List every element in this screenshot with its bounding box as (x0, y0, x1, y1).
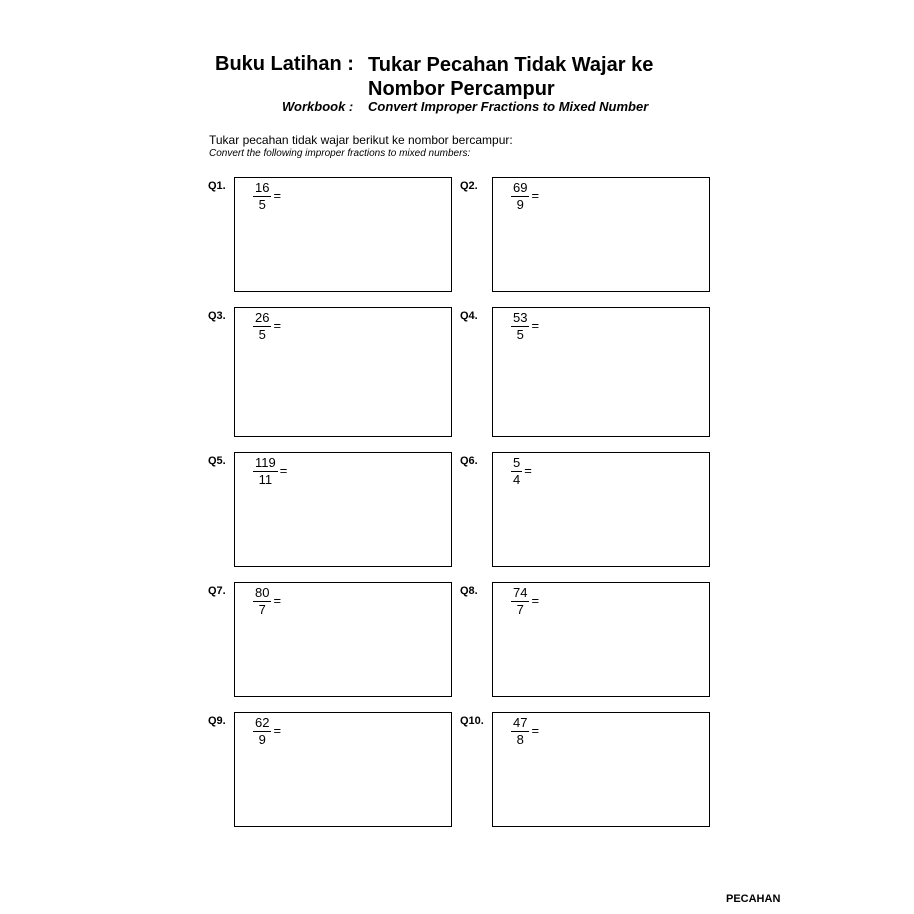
instruction-english: Convert the following improper fractions to mixed numbers: (209, 148, 471, 159)
fraction-denominator: 9 (258, 732, 266, 747)
fraction (253, 715, 281, 748)
question-label: Q2. (460, 180, 478, 192)
subtitle-label: Workbook : (282, 99, 354, 114)
question-label: Q3. (208, 310, 226, 322)
equals-sign: = (273, 188, 282, 203)
fraction (253, 455, 287, 488)
fraction (253, 585, 281, 618)
fraction-numerator: 80 (255, 585, 270, 600)
question-label: Q8. (460, 585, 478, 597)
fraction (511, 310, 539, 343)
instruction-malay: Tukar pecahan tidak wajar berikut ke nombor bercampur: (209, 133, 513, 147)
answer-box[interactable] (234, 582, 452, 697)
fraction (511, 585, 539, 618)
fraction-numerator: 5 (513, 455, 521, 470)
fraction-numerator: 69 (513, 180, 528, 195)
fraction-denominator: 5 (258, 197, 266, 212)
footer-label: PECAHAN (726, 893, 781, 905)
equals-sign: = (531, 593, 540, 608)
page-subtitle: Convert Improper Fractions to Mixed Number (368, 99, 649, 114)
answer-box[interactable] (492, 177, 710, 292)
equals-sign: = (273, 723, 282, 738)
question-label: Q1. (208, 180, 226, 192)
fraction-numerator: 119 (255, 455, 276, 470)
fraction (511, 715, 539, 748)
answer-box[interactable] (234, 712, 452, 827)
answer-box[interactable] (234, 177, 452, 292)
fraction-numerator: 74 (513, 585, 528, 600)
fraction-numerator: 53 (513, 310, 528, 325)
fraction (511, 455, 532, 488)
question-label: Q9. (208, 715, 226, 727)
question-label: Q10. (460, 715, 484, 727)
question-label: Q6. (460, 455, 478, 467)
answer-box[interactable] (492, 307, 710, 437)
question-label: Q4. (460, 310, 478, 322)
fraction-denominator: 5 (516, 327, 524, 342)
question-label: Q7. (208, 585, 226, 597)
answer-box[interactable] (492, 582, 710, 697)
equals-sign: = (531, 723, 540, 738)
answer-box[interactable] (492, 712, 710, 827)
fraction-denominator: 9 (516, 197, 524, 212)
fraction-denominator: 11 (258, 472, 273, 487)
fraction-numerator: 62 (255, 715, 270, 730)
fraction-denominator: 8 (516, 732, 524, 747)
title-label: Buku Latihan : (215, 53, 354, 75)
fraction-numerator: 26 (255, 310, 270, 325)
fraction-denominator: 7 (258, 602, 266, 617)
answer-box[interactable] (492, 452, 710, 567)
fraction (253, 180, 281, 213)
page-title: Tukar Pecahan Tidak Wajar ke Nombor Percampur (368, 54, 654, 100)
fraction (511, 180, 539, 213)
fraction-denominator: 7 (516, 602, 524, 617)
fraction-denominator: 5 (258, 327, 266, 342)
equals-sign: = (273, 318, 282, 333)
equals-sign: = (531, 318, 540, 333)
equals-sign: = (273, 593, 282, 608)
equals-sign: = (531, 188, 540, 203)
equals-sign: = (524, 463, 532, 478)
answer-box[interactable] (234, 307, 452, 437)
fraction-denominator: 4 (513, 472, 521, 487)
answer-box[interactable] (234, 452, 452, 567)
fraction-numerator: 16 (255, 180, 270, 195)
fraction (253, 310, 281, 343)
equals-sign: = (279, 463, 288, 478)
question-label: Q5. (208, 455, 226, 467)
fraction-numerator: 47 (513, 715, 528, 730)
